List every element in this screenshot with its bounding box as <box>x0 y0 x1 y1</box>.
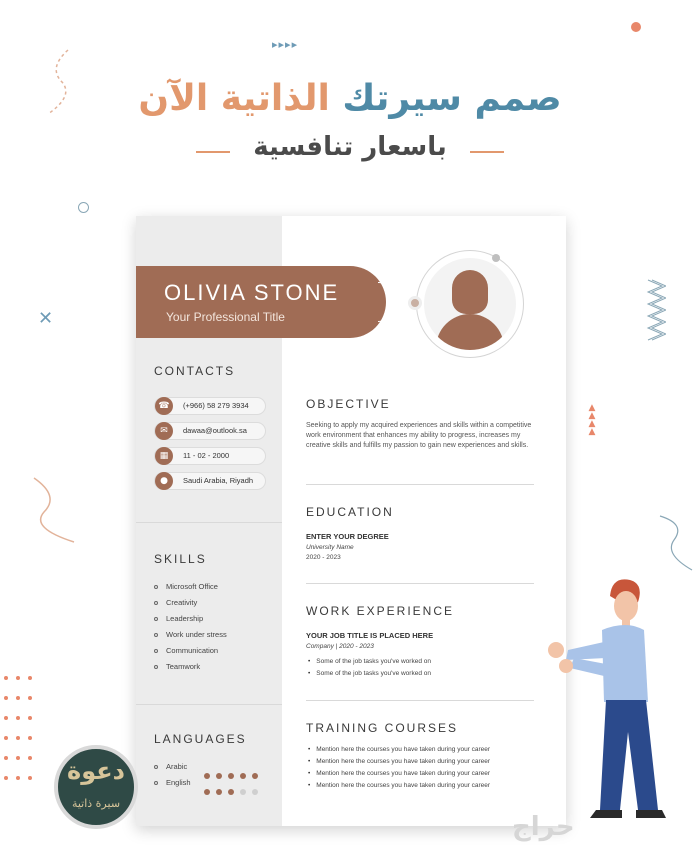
language-level-english <box>204 780 264 799</box>
skills-heading: SKILLS <box>154 552 207 566</box>
training-item: • Mention here the courses you have taken during your career <box>308 746 490 753</box>
work-company: Company | 2020 - 2023 <box>306 643 374 650</box>
level-dot-filled <box>228 773 234 779</box>
calendar-icon: ▦ <box>155 447 173 465</box>
banner-headline-part2: الذاتية الآن <box>138 78 330 119</box>
level-dot-filled <box>216 789 222 795</box>
objective-heading: OBJECTIVE <box>306 397 391 411</box>
training-heading: TRAINING COURSES <box>306 721 459 735</box>
banner-headline <box>0 78 700 119</box>
brand-logo <box>54 745 138 829</box>
skill-item: Work under stress <box>154 630 227 639</box>
training-item: • Mention here the courses you have taken during your career <box>308 770 490 777</box>
education-years: 2020 - 2023 <box>306 554 341 561</box>
decorative-arrows: ▸▸▸▸ <box>272 38 299 51</box>
decorative-cross-icon: ✕ <box>38 308 54 329</box>
phone-icon: ☎ <box>155 397 173 415</box>
training-item: • Mention here the courses you have taken during your career <box>308 782 490 789</box>
logo-text: دعوة <box>67 757 125 785</box>
divider <box>136 522 282 523</box>
decorative-zigzag <box>644 278 666 348</box>
level-dot-filled <box>240 773 246 779</box>
level-dot-filled <box>216 773 222 779</box>
level-dot-empty <box>240 789 246 795</box>
skill-item: Leadership <box>154 614 203 623</box>
divider <box>306 583 534 584</box>
contacts-heading: CONTACTS <box>154 364 236 378</box>
decorative-dot <box>492 254 500 262</box>
divider <box>136 704 282 705</box>
contact-text: (+966) 58 279 3934 <box>183 401 249 410</box>
skill-item: Teamwork <box>154 662 200 671</box>
language-item: Arabic <box>154 762 187 771</box>
contact-email <box>154 422 266 440</box>
skill-item: Communication <box>154 646 218 655</box>
work-task: • Some of the job tasks you've worked on <box>308 658 431 665</box>
decorative-dot <box>631 22 641 32</box>
skill-item: Microsoft Office <box>154 582 218 591</box>
contact-text: Saudi Arabia, Riyadh <box>183 476 254 485</box>
divider <box>306 700 534 701</box>
banner-headline-part1: صمم سيرتك <box>342 78 562 119</box>
resume-name: OLIVIA STONE <box>164 280 340 305</box>
presenter-illustration <box>540 572 670 832</box>
education-university: University Name <box>306 544 354 551</box>
skill-item: Creativity <box>154 598 197 607</box>
mail-icon: ✉ <box>155 422 173 440</box>
work-heading: WORK EXPERIENCE <box>306 604 455 618</box>
decorative-squiggle <box>30 476 80 546</box>
banner-subheadline: باسعار تنافسية <box>253 132 447 162</box>
level-dot-filled <box>204 789 210 795</box>
contact-text: 11 - 02 - 2000 <box>183 451 230 460</box>
contact-birthdate <box>154 447 266 465</box>
divider <box>306 484 534 485</box>
decorative-carets: ▲ ▲ ▲ ▲ <box>588 403 596 437</box>
avatar-body <box>436 314 504 350</box>
decorative-dot <box>408 296 422 310</box>
work-task: • Some of the job tasks you've worked on <box>308 670 431 677</box>
language-item: English <box>154 778 191 787</box>
education-heading: EDUCATION <box>306 505 394 519</box>
decorative-arc <box>378 282 392 322</box>
decorative-squiggle <box>656 514 696 574</box>
objective-text: Seeking to apply my acquired experiences and skills within a competitive work environment that enhances my ability to progress, increases my creative skills and fulfills my passion to gain new experiences and skills. <box>306 422 532 449</box>
logo-subtext: سيرة ذاتية <box>71 797 121 810</box>
contact-text: dawaa@outlook.sa <box>183 426 247 435</box>
avatar-head <box>452 270 488 314</box>
name-banner <box>136 266 386 338</box>
level-dot-filled <box>252 773 258 779</box>
education-degree: ENTER YOUR DEGREE <box>306 532 389 541</box>
level-dot-filled <box>228 789 234 795</box>
resume-title: Your Professional Title <box>166 310 285 324</box>
decorative-dot-grid <box>4 670 44 790</box>
resume-page <box>136 216 566 826</box>
level-dot-filled <box>204 773 210 779</box>
training-item: • Mention here the courses you have taken during your career <box>308 758 490 765</box>
languages-heading: LANGUAGES <box>154 732 247 746</box>
location-icon: ● <box>155 472 173 490</box>
contact-phone <box>154 397 266 415</box>
watermark: حراج <box>512 812 575 842</box>
work-job-title: YOUR JOB TITLE IS PLACED HERE <box>306 631 434 640</box>
level-dot-empty <box>252 789 258 795</box>
avatar <box>424 258 516 350</box>
contact-location <box>154 472 266 490</box>
decorative-ring <box>78 202 89 213</box>
